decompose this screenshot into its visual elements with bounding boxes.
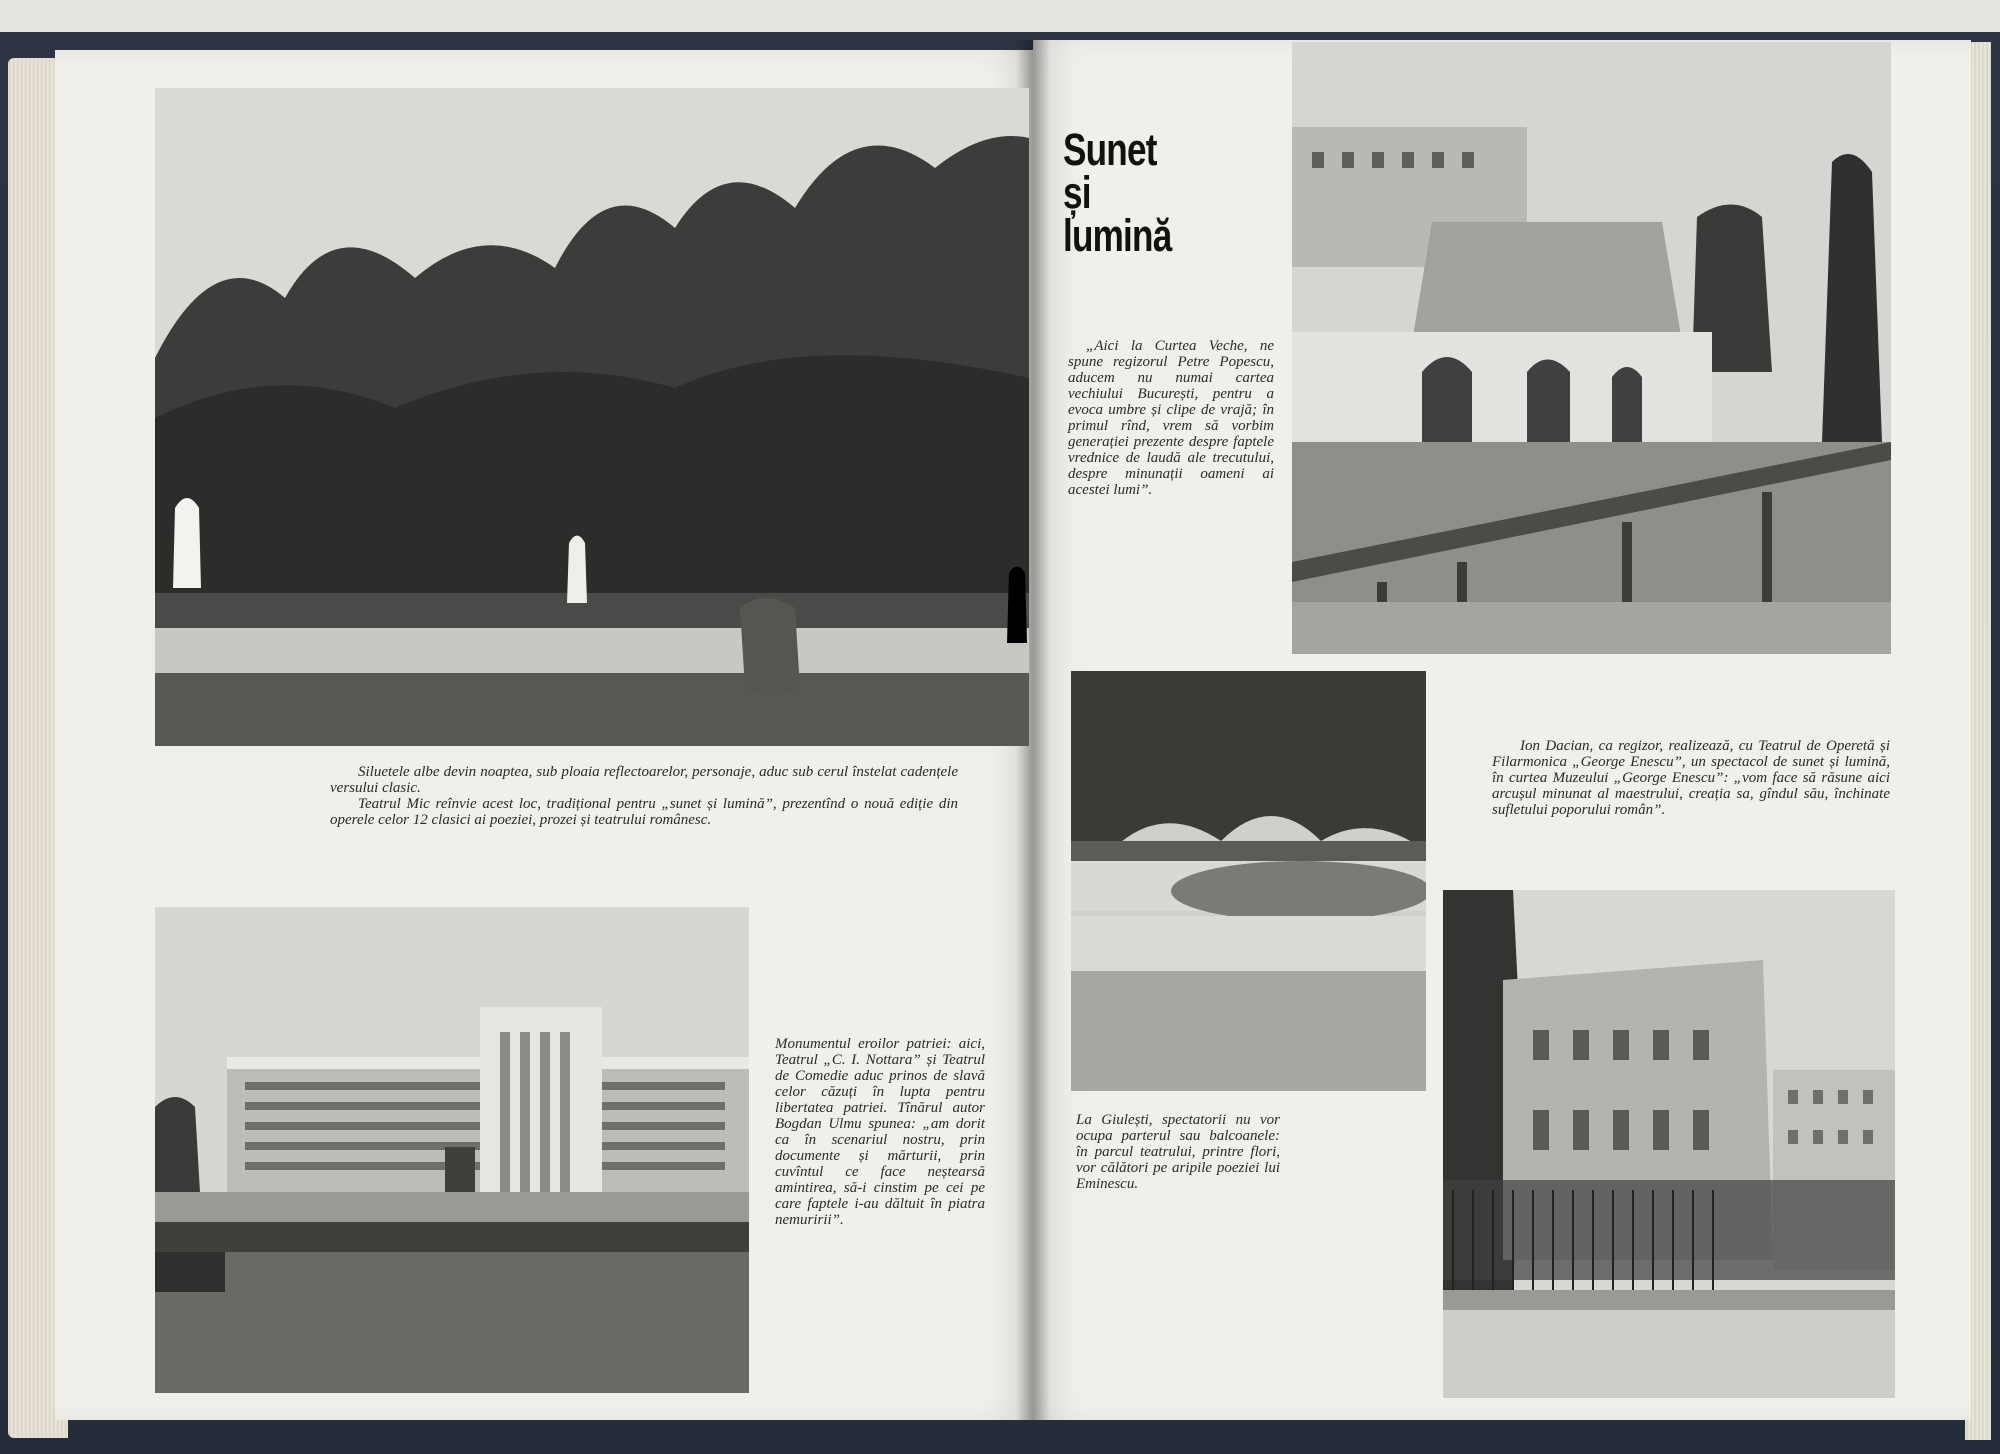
caption-park-p2: Teatrul Mic reînvie acest loc, tradițional pentru „sunet și lumină”, prezentînd o nouă ediție din operele celor 12 clasici ai poeziei, prozei și teatrului românesc. bbox=[330, 796, 958, 828]
photo-curtea-veche bbox=[1292, 42, 1891, 654]
photo-park-statues bbox=[155, 88, 1029, 746]
title-line-3: lumină bbox=[1063, 210, 1172, 261]
photo-giulesti-park bbox=[1071, 671, 1426, 1091]
caption-park bbox=[330, 764, 958, 828]
caption-enescu: Ion Dacian, ca regizor, realizează, cu Teatrul de Operetă și Filarmonica „George Enescu”, un spectacol de sunet și lumină, în curtea Muzeului „George Enescu”: „vom face să răsune aici arcușul minunat al maestrului, creația sa, gîndul său, închinate sufletului poporului român”. bbox=[1492, 738, 1890, 818]
intro-quote: „Aici la Curtea Veche, ne spune regizorul Petre Popescu, aducem nu numai cartea vechiului București, pentru a evoca umbre și clipe de vrajă; în primul rînd, vrem să vorbim generației prezente despre faptele vrednice de laudă ale trecutului, despre minunații oameni ai acestei lumi”. bbox=[1068, 338, 1274, 498]
title-line-1: Sunet bbox=[1063, 124, 1157, 175]
caption-park-p1: Siluetele albe devin noaptea, sub ploaia reflectoarelor, personaje, aduc sub cerul înstelat cadențele versului clasic. bbox=[330, 764, 958, 796]
caption-giulesti: La Giulești, spectatorii nu vor ocupa parterul sau balcoanele: în parcul teatrului, printre flori, vor călători pe aripile poeziei lui Eminescu. bbox=[1076, 1112, 1280, 1192]
photo-enescu-museum bbox=[1443, 890, 1895, 1398]
caption-monument: Monumentul eroilor patriei: aici, Teatrul „C. I. Nottara” și Teatrul de Comedie aduc prinos de slavă celor căzuți în lupta pentru libertatea patriei. Tînărul autor Bogdan Ulmu spunea: „am dorit ca în scenariul nostru, prin documente și mărturii, prin cuvîntul ce face neștearsă amintirea, să-i cinstim pe cei pe care faptele i-au dăltuit în piatra nemuririi”. bbox=[775, 1036, 985, 1228]
title-line-2: și bbox=[1063, 167, 1091, 218]
page-title bbox=[1063, 124, 1172, 261]
photo-monument-heroes bbox=[155, 907, 749, 1393]
